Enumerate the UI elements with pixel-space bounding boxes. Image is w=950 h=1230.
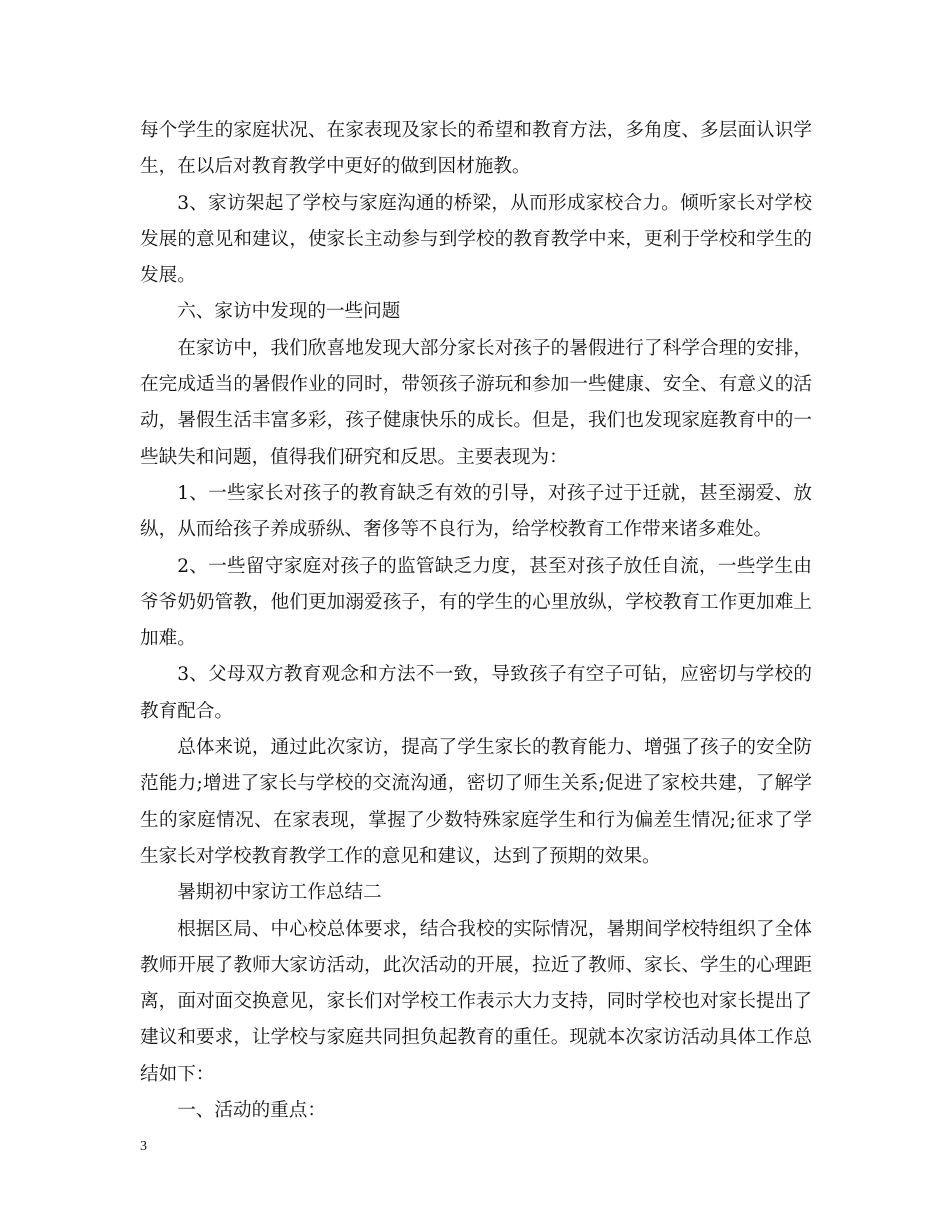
- paragraph-2: 3、家访架起了学校与家庭沟通的桥梁，从而形成家校合力。倾听家长对学校发展的意见和建议，使家长主动参与到学校的教育教学中来，更利于学校和学生的发展。: [140, 192, 812, 287]
- document-body: [140, 113, 812, 1129]
- paragraph-6: 2、一些留守家庭对孩子的监管缺乏力度，甚至对孩子放任自流，一些学生由爷爷奶奶管教，他们更加溺爱孩子，有的学生的心里放纵，学校教育工作更加难上加难。: [140, 555, 812, 650]
- section-heading-problems: 六、家访中发现的一些问题: [177, 301, 401, 323]
- paragraph-5: 1、一些家长对孩子的教育缺乏有效的引导，对孩子过于迁就，甚至溺爱、放纵，从而给孩子养成骄纵、奢侈等不良行为，给学校教育工作带来诸多难处。: [140, 482, 812, 541]
- section-heading-activity-focus: 一、活动的重点：: [177, 1100, 326, 1122]
- paragraph-8: 总体来说，通过此次家访，提高了学生家长的教育能力、增强了孩子的安全防范能力;增进了家长与学校的交流沟通，密切了师生关系;促进了家校共建，了解学生的家庭情况、在家表现，掌握了少数特殊家庭学生和行为偏差生情况;征求了学生家长对学校教育教学工作的意见和建议，达到了预期的效果。: [140, 737, 812, 867]
- page-number: 3: [140, 1139, 147, 1154]
- paragraph-7: 3、父母双方教育观念和方法不一致，导致孩子有空子可钻，应密切与学校的教育配合。: [140, 664, 812, 722]
- paragraph-1: 每个学生的家庭状况、在家表现及家长的希望和教育方法，多角度、多层面认识学生，在以后对教育教学中更好的做到因材施教。: [140, 120, 812, 178]
- section-heading-summary-two: 暑期初中家访工作总结二: [177, 882, 382, 904]
- paragraph-10: 根据区局、中心校总体要求，结合我校的实际情况，暑期间学校特组织了全体教师开展了教师大家访活动，此次活动的开展，拉近了教师、家长、学生的心理距离，面对面交换意见，家长们对学校工作表示大力支持，同时学校也对家长提出了建议和要求，让学校与家庭共同担负起教育的重任。现就本次家访活动具体工作总结如下：: [140, 918, 812, 1085]
- paragraph-4: 在家访中，我们欣喜地发现大部分家长对孩子的暑假进行了科学合理的安排，在完成适当的暑假作业的同时，带领孩子游玩和参加一些健康、安全、有意义的活动，暑假生活丰富多彩，孩子健康快乐的成长。但是，我们也发现家庭教育中的一些缺失和问题，值得我们研究和反思。主要表现为：: [140, 337, 812, 468]
